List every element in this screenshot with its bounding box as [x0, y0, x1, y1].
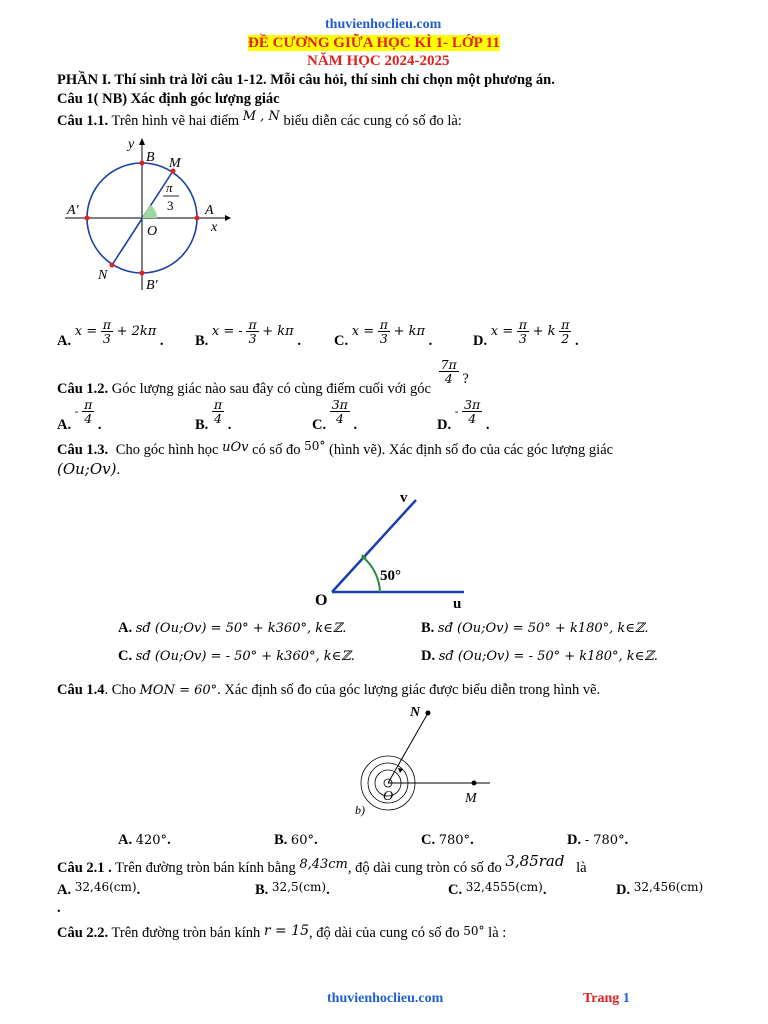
q13-option-d[interactable]: D. sđ (Ou;Ov) = - 50° + k180°, k∈ℤ. [421, 648, 658, 664]
label-O-fig: O [383, 789, 394, 804]
q21-option-d[interactable]: D. $^{32,456(cm)}$ [616, 880, 704, 898]
q11-option-d[interactable]: D. x = $\frac{\pi}{3}$ + k $\frac{\pi}{2}$ . [473, 317, 579, 349]
question-2-1: Câu 2.1 . Trên đường tròn bán kính bằng 8,43cm, độ dài cung tròn có số đo 3,85rad là [57, 852, 587, 876]
label-M-fig: M [465, 791, 477, 806]
q11-option-a[interactable]: A. x = $\frac{\pi}{3}$ + 2kπ . [57, 317, 164, 349]
label-y: y [128, 137, 135, 152]
part1-heading: PHẦN I. Thí sinh trả lời câu 1-12. Mỗi câu hỏi, thí sinh chỉ chọn một phương án. [57, 72, 555, 88]
document-title: ĐỀ CƯƠNG GIỮA HỌC KÌ 1- LỚP 11 [248, 35, 500, 51]
q14-option-d[interactable]: D. - 780°. [567, 832, 629, 848]
q13-option-a[interactable]: A. sđ (Ou;Ov) = 50° + k360°, k∈ℤ. [118, 620, 347, 636]
label-A-prime: A′ [67, 203, 79, 218]
question-1-1: Câu 1.1. Trên hình vẽ hai điểm M , N biểu diễn các cung có số đo là: [57, 109, 462, 129]
label-50-deg: 50° [380, 568, 401, 584]
section1-heading: Câu 1( NB) Xác định góc lượng giác [57, 91, 280, 107]
q13-option-b[interactable]: B. sđ (Ou;Ov) = 50° + k180°, k∈ℤ. [421, 620, 649, 636]
question-1-3-line2: (Ou;Ov). [57, 460, 121, 478]
label-N-fig: N [410, 705, 421, 720]
label-three: 3 [167, 198, 174, 213]
angle-uov-figure [300, 488, 480, 616]
q12-option-d[interactable]: D. - $\frac{3\pi}{4}$ . [437, 397, 490, 433]
label-M: M [169, 156, 181, 171]
label-N: N [98, 268, 108, 283]
q13-option-c[interactable]: C. sđ (Ou;Ov) = - 50° + k360°, k∈ℤ. [118, 648, 355, 664]
unit-circle-figure [55, 135, 235, 295]
q11-option-c[interactable]: C. x = $\frac{\pi}{3}$ + kπ . [334, 317, 433, 349]
q12-option-a[interactable]: A. - $\frac{\pi}{4}$ . [57, 397, 102, 433]
q12-options [57, 398, 657, 438]
label-b: b) [355, 803, 365, 817]
question-1-4: Câu 1.4. Cho MON = 60°. Xác định số đo của góc lượng giác được biểu diễn trong hình vẽ. [57, 682, 601, 698]
label-B: B [146, 150, 155, 165]
q14-option-c[interactable]: C. 780°. [421, 832, 474, 848]
label-A: A [205, 203, 214, 218]
question-1-2: Câu 1.2. Góc lượng giác nào sau đây có cùng điểm cuối với góc $\frac{7\pi}{4}$ ? [57, 357, 469, 397]
question-1-3: Câu 1.3. Cho góc hình học uOv có số đo $^{50^\circ}$ (hình vẽ). Xác định số đo của các góc lượng giác [57, 439, 614, 458]
label-x: x [211, 220, 218, 235]
label-pi: π [166, 180, 173, 195]
q21-option-a[interactable]: A. $^{32,46(cm)}$. [57, 880, 141, 898]
q21-option-b[interactable]: B. $^{32,5(cm)}$. [255, 880, 330, 898]
q11-options [57, 318, 657, 350]
label-B-prime: B′ [146, 278, 158, 293]
q21-option-c[interactable]: C. $^{32,4555(cm)}$. [448, 880, 547, 898]
q14-option-b[interactable]: B. 60°. [274, 832, 318, 848]
spiral-angle-figure [345, 700, 495, 825]
q21-trailing-dot: . [57, 900, 61, 916]
q12-option-b[interactable]: B. $\frac{\pi}{4}$ . [195, 397, 232, 433]
q12-option-c[interactable]: C. $\frac{3\pi}{4}$ . [312, 397, 358, 433]
q11-option-b[interactable]: B. x = - $\frac{\pi}{3}$ + kπ . [195, 317, 301, 349]
label-v: v [400, 490, 408, 506]
q14-option-a[interactable]: A. 420°. [118, 832, 171, 848]
school-year: NĂM HỌC 2024-2025 [307, 53, 450, 69]
footer-site: thuvienhoclieu.com [327, 991, 444, 1006]
label-u: u [453, 596, 462, 612]
question-2-2: Câu 2.2. Trên đường tròn bán kính r = 15, độ dài của cung có số đo 50° là : [57, 923, 507, 941]
label-O: O [147, 224, 158, 239]
label-O-angle: O [315, 592, 328, 609]
header-site: thuvienhoclieu.com [325, 17, 442, 32]
page-number: Trang 1 [583, 991, 630, 1006]
